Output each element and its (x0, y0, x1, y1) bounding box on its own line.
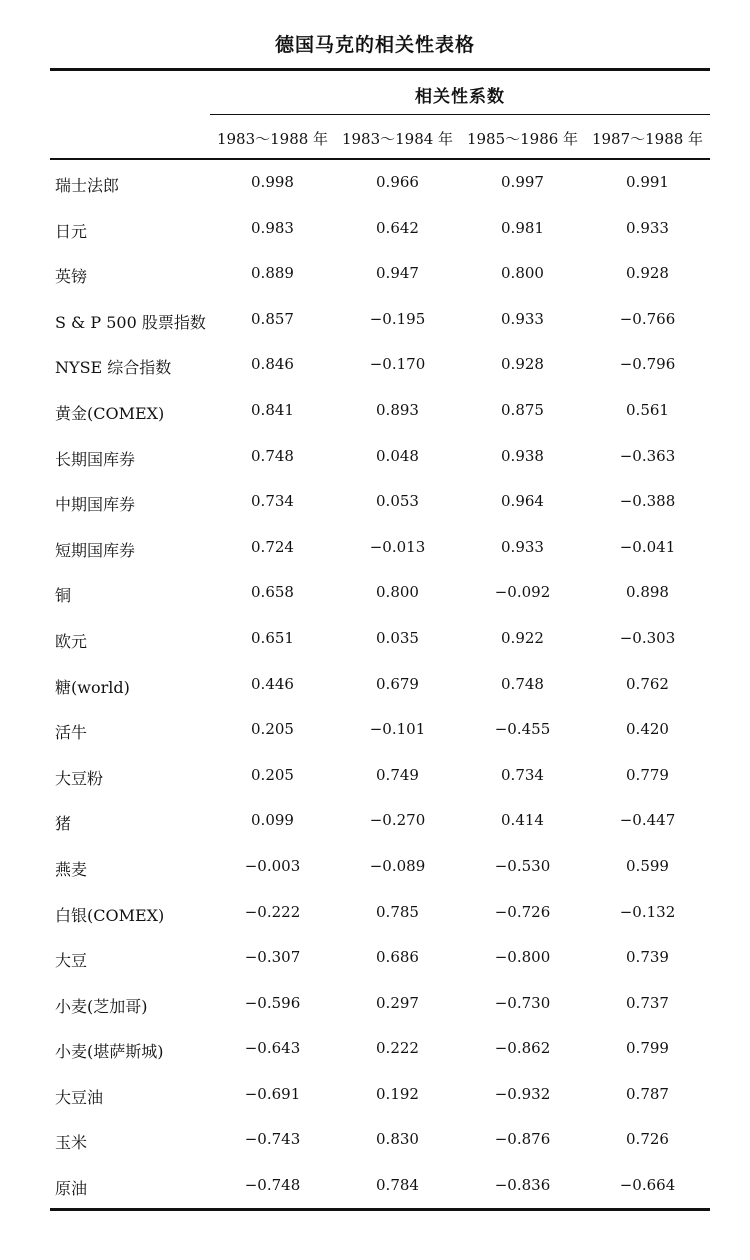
row-label: 玉米 (55, 1133, 88, 1153)
table-cell: 0.679 (376, 674, 419, 693)
table-cell: 0.642 (376, 218, 419, 237)
table-row (0, 708, 750, 754)
table-cell: 0.800 (376, 583, 419, 602)
table-cell: 0.420 (626, 720, 669, 739)
table-cell: −0.041 (619, 537, 676, 556)
table-cell: 0.889 (251, 264, 294, 283)
table-cell: 0.998 (251, 173, 294, 191)
row-label: 大豆油 (55, 1087, 104, 1107)
bottom-rule (50, 1208, 710, 1211)
table-cell: −0.195 (369, 309, 426, 328)
table-row (0, 891, 750, 937)
table-row (0, 1073, 750, 1119)
table-cell: 0.099 (251, 811, 294, 830)
table-row (0, 526, 750, 572)
table-cell: 0.799 (626, 1039, 669, 1058)
table-cell: 0.734 (501, 765, 544, 784)
table-cell: 0.658 (251, 583, 294, 602)
row-label: 欧元 (55, 631, 88, 651)
row-label: 白银(COMEX) (55, 905, 165, 925)
table-cell: 0.981 (501, 218, 544, 237)
row-label: 原油 (55, 1179, 88, 1199)
column-header-1987-1988: 1987～1988 年 (591, 130, 704, 148)
row-label: NYSE 综合指数 (55, 358, 172, 378)
table-cell: 0.933 (626, 218, 669, 237)
table-cell: −0.363 (619, 446, 676, 465)
table-cell: 0.749 (376, 765, 419, 784)
column-header-1983-1984: 1983～1984 年 (341, 130, 454, 148)
table-row (0, 435, 750, 481)
table-cell: −0.766 (619, 309, 676, 328)
table-cell: 0.933 (501, 537, 544, 556)
table-cell: −0.643 (244, 1039, 301, 1058)
table-cell: 0.857 (251, 309, 294, 328)
row-label: 铜 (55, 586, 72, 606)
table-cell: 0.938 (501, 446, 544, 465)
table-cell: −0.748 (244, 1176, 301, 1195)
row-label: 糖(world) (55, 677, 130, 697)
table-cell: 0.779 (626, 765, 669, 784)
table-cell: 0.599 (626, 856, 669, 875)
table-cell: 0.414 (501, 811, 544, 830)
table-cell: −0.132 (619, 902, 676, 921)
table-row (0, 207, 750, 253)
table-row (0, 298, 750, 344)
table-cell: −0.388 (619, 492, 676, 511)
table-row (0, 1118, 750, 1164)
group-header: 相关性系数 (415, 87, 505, 107)
table-cell: −0.876 (494, 1130, 551, 1149)
table-body (0, 161, 750, 1210)
table-cell: −0.222 (244, 902, 301, 921)
table-cell: −0.101 (369, 720, 426, 739)
table-cell: 0.983 (251, 218, 294, 237)
table-cell: −0.800 (494, 948, 551, 967)
table-cell: 0.841 (251, 400, 294, 419)
table-cell: 0.748 (251, 446, 294, 465)
table-cell: 0.651 (251, 628, 294, 647)
table-cell: 0.205 (251, 765, 294, 784)
table-cell: −0.932 (494, 1084, 551, 1103)
table-cell: −0.092 (494, 583, 551, 602)
table-cell: −0.455 (494, 720, 551, 739)
table-cell: −0.730 (494, 993, 551, 1012)
table-row (0, 663, 750, 709)
column-header-1983-1988: 1983～1988 年 (216, 130, 329, 148)
row-label: 英镑 (55, 267, 88, 287)
table-row (0, 571, 750, 617)
table-row (0, 936, 750, 982)
table-cell: 0.686 (376, 948, 419, 967)
row-label: 小麦(堪萨斯城) (55, 1042, 164, 1062)
row-label: 大豆粉 (55, 768, 104, 788)
row-label: 短期国库券 (55, 540, 136, 560)
table-cell: −0.530 (494, 856, 551, 875)
table-cell: −0.726 (494, 902, 551, 921)
row-label: 瑞士法郎 (55, 176, 120, 195)
table-cell: 0.297 (376, 993, 419, 1012)
table-cell: −0.743 (244, 1130, 301, 1149)
table-cell: 0.933 (501, 309, 544, 328)
table-cell: 0.787 (626, 1084, 669, 1103)
row-label: 中期国库券 (55, 495, 136, 515)
table-cell: 0.922 (501, 628, 544, 647)
table-cell: 0.053 (376, 492, 419, 511)
table-cell: 0.947 (376, 264, 419, 283)
table-cell: 0.898 (626, 583, 669, 602)
table-row (0, 1027, 750, 1073)
table-cell: 0.785 (376, 902, 419, 921)
row-label: 黄金(COMEX) (55, 403, 165, 423)
table-cell: 0.762 (626, 674, 669, 693)
table-cell: 0.726 (626, 1130, 669, 1149)
table-cell: −0.796 (619, 355, 676, 374)
table-title: 德国马克的相关性表格 (274, 34, 475, 56)
table-cell: 0.222 (376, 1039, 419, 1058)
column-header-1985-1986: 1985～1986 年 (466, 130, 579, 148)
table-row (0, 1164, 750, 1210)
row-label: 日元 (55, 221, 88, 241)
table-row (0, 480, 750, 526)
table-cell: 0.734 (251, 492, 294, 511)
table-row (0, 799, 750, 845)
table-cell: 0.035 (376, 628, 419, 647)
table-cell: −0.303 (619, 628, 676, 647)
table-cell: 0.893 (376, 400, 419, 419)
table-cell: −0.013 (369, 537, 426, 556)
table-row (0, 161, 750, 207)
table-cell: −0.170 (369, 355, 426, 374)
row-label: 活牛 (55, 723, 88, 743)
table-cell: 0.192 (376, 1084, 419, 1103)
row-label: 长期国库券 (55, 449, 136, 469)
table-cell: 0.997 (501, 173, 544, 191)
table-row (0, 754, 750, 800)
table-cell: 0.724 (251, 537, 294, 556)
table-row (0, 982, 750, 1028)
table-row (0, 252, 750, 298)
row-label: S & P 500 股票指数 (55, 312, 206, 332)
table-cell: 0.966 (376, 173, 419, 191)
table-row (0, 389, 750, 435)
table-cell: 0.737 (626, 993, 669, 1012)
table-cell: −0.664 (619, 1176, 676, 1195)
row-label: 燕麦 (55, 859, 88, 879)
table-cell: 0.205 (251, 720, 294, 739)
table-cell: 0.875 (501, 400, 544, 419)
table-cell: −0.691 (244, 1084, 301, 1103)
table-cell: −0.596 (244, 993, 301, 1012)
table-cell: 0.991 (626, 173, 669, 191)
table-cell: 0.561 (626, 400, 669, 419)
table-cell: 0.739 (626, 948, 669, 967)
table-cell: 0.964 (501, 492, 544, 511)
table-cell: 0.446 (251, 674, 294, 693)
table-row (0, 343, 750, 389)
table-cell: −0.003 (244, 856, 301, 875)
row-label: 小麦(芝加哥) (55, 996, 148, 1016)
table-cell: −0.089 (369, 856, 426, 875)
table-cell: 0.928 (501, 355, 544, 374)
table-cell: −0.270 (369, 811, 426, 830)
row-label: 大豆 (55, 951, 88, 971)
table-cell: 0.748 (501, 674, 544, 693)
table-cell: 0.846 (251, 355, 294, 374)
table-cell: 0.928 (626, 264, 669, 283)
table-cell: −0.307 (244, 948, 301, 967)
table-cell: 0.784 (376, 1176, 419, 1195)
table-row (0, 617, 750, 663)
group-rule (210, 114, 710, 115)
table-cell: 0.800 (501, 264, 544, 283)
table-cell: −0.862 (494, 1039, 551, 1058)
table-cell: 0.830 (376, 1130, 419, 1149)
table-cell: 0.048 (376, 446, 419, 465)
table-cell: −0.447 (619, 811, 676, 830)
table-cell: −0.836 (494, 1176, 551, 1195)
table-row (0, 845, 750, 891)
row-label: 猪 (55, 814, 72, 834)
header-rule (50, 158, 710, 160)
top-rule (50, 68, 710, 71)
